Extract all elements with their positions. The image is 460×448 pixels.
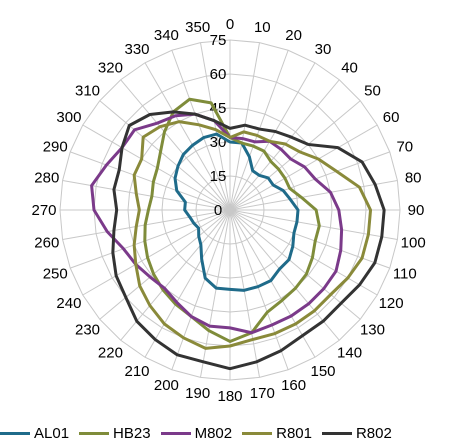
category-label-150: 150: [310, 363, 336, 381]
radial-tick-0: 0: [213, 202, 223, 219]
category-label-310: 310: [75, 82, 101, 100]
legend-item-r801: [242, 425, 312, 442]
category-label-20: 20: [285, 27, 302, 45]
category-label-80: 80: [404, 169, 422, 187]
category-label-220: 220: [97, 344, 123, 362]
category-label-60: 60: [382, 109, 400, 126]
category-label-170: 170: [249, 385, 275, 403]
category-label-100: 100: [400, 234, 426, 252]
category-label-160: 160: [281, 376, 307, 394]
category-label-330: 330: [124, 40, 150, 58]
legend-swatch-m802: [161, 432, 191, 435]
category-label-210: 210: [124, 363, 150, 381]
category-label-40: 40: [341, 59, 358, 77]
category-label-260: 260: [34, 234, 60, 252]
category-label-350: 350: [185, 18, 211, 36]
category-label-340: 340: [153, 27, 179, 45]
category-label-190: 190: [185, 385, 211, 403]
category-label-290: 290: [42, 138, 68, 156]
legend-swatch-r801: [242, 432, 272, 435]
category-label-240: 240: [56, 295, 82, 312]
category-label-250: 250: [42, 265, 68, 283]
category-label-50: 50: [364, 82, 381, 100]
category-label-90: 90: [407, 202, 425, 219]
legend-label-r801: R801: [276, 424, 312, 442]
legend-label-hb23: HB23: [113, 424, 151, 442]
category-label-0: 0: [225, 16, 235, 33]
category-label-130: 130: [359, 321, 385, 339]
category-label-230: 230: [75, 321, 101, 339]
legend-label-al01: AL01: [34, 424, 70, 442]
category-label-10: 10: [253, 18, 271, 36]
legend-label-m802: M802: [194, 424, 233, 442]
category-label-140: 140: [337, 344, 363, 362]
radial-tick-15: 15: [209, 168, 227, 185]
category-label-70: 70: [396, 138, 414, 156]
radial-tick-60: 60: [209, 66, 227, 83]
legend-item-hb23: [79, 425, 151, 442]
category-label-110: 110: [392, 265, 417, 283]
category-label-300: 300: [56, 109, 82, 126]
category-label-320: 320: [97, 59, 123, 77]
radial-tick-75: 75: [209, 32, 227, 49]
radial-tick-45: 45: [209, 100, 227, 117]
legend-item-al01: [0, 425, 69, 442]
legend-item-m802: [161, 425, 233, 442]
radial-tick-30: 30: [209, 134, 227, 151]
legend: [0, 420, 460, 446]
legend-item-r802: [322, 425, 392, 442]
category-label-200: 200: [153, 376, 179, 394]
legend-swatch-al01: [0, 432, 30, 435]
category-label-270: 270: [31, 202, 57, 219]
legend-swatch-hb23: [79, 432, 109, 435]
category-label-120: 120: [378, 295, 404, 312]
legend-swatch-r802: [322, 432, 352, 435]
category-label-30: 30: [314, 40, 332, 58]
category-label-280: 280: [34, 169, 60, 187]
category-label-180: 180: [217, 388, 243, 405]
series-line-r802: [113, 112, 384, 369]
legend-label-r802: R802: [355, 424, 392, 442]
